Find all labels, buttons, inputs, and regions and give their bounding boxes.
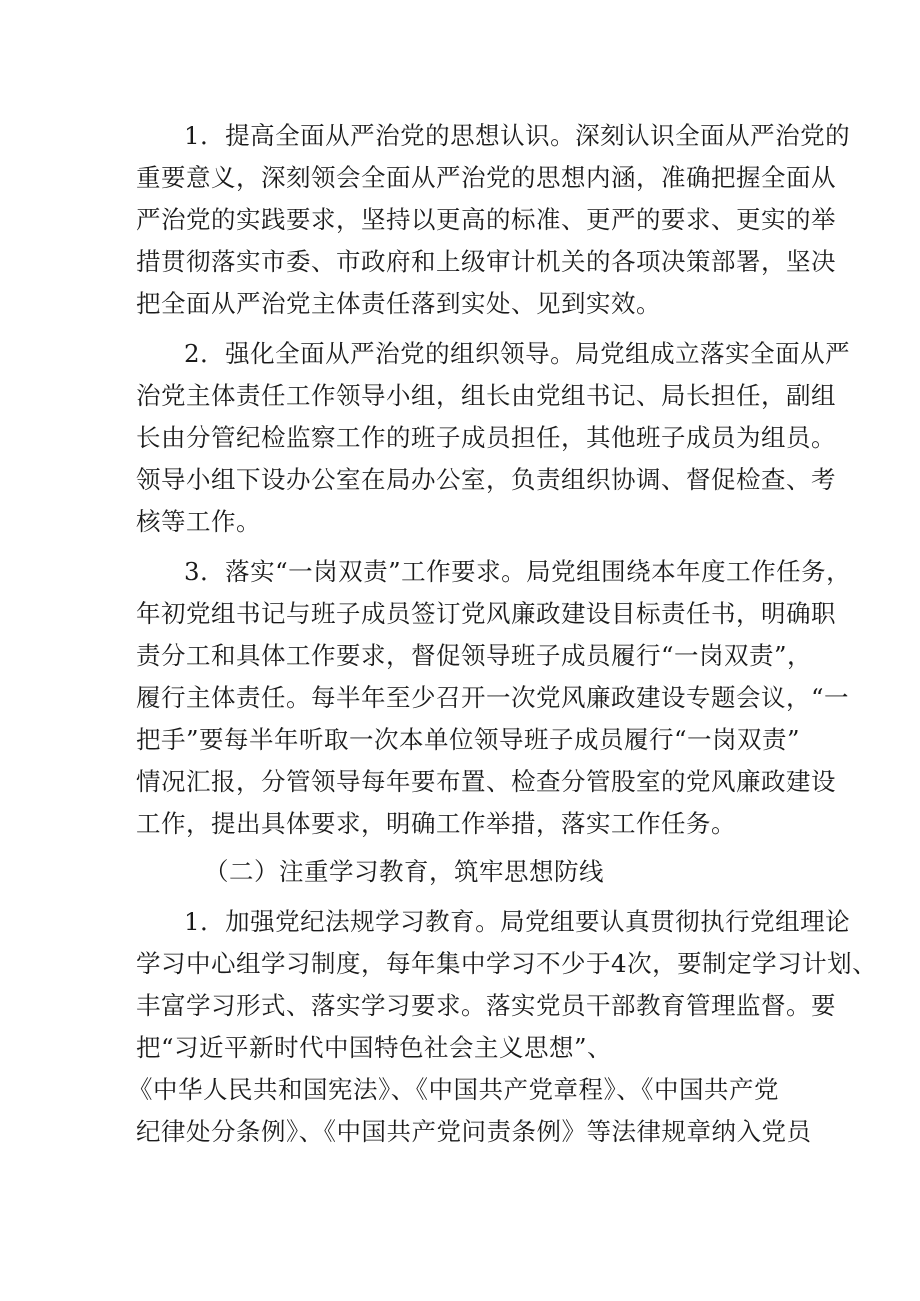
paragraph-2-line-5: 核等工作。 [136, 507, 261, 536]
paragraph-1-line-1: 1．提高全面从严治党的思想认识。深刻认识全面从严治党的 [184, 121, 851, 150]
paragraph-4-line-6: 纪律处分条例》、《中国共产党问责条例》等法律规章纳入党员 [136, 1117, 812, 1146]
paragraph-3-line-2: 年初党组书记与班子成员签订党风廉政建设目标责任书，明确职 [136, 599, 836, 628]
paragraph-1-line-4: 措贯彻落实市委、市政府和上级审计机关的各项决策部署，坚决 [136, 247, 836, 276]
paragraph-3-line-4: 履行主体责任。每半年至少召开一次党风廉政建设专题会议，“一 [136, 683, 850, 712]
paragraph-4-line-1: 1．加强党纪法规学习教育。局党组要认真贯彻执行党组理论 [184, 907, 851, 936]
paragraph-4-line-5: 《中华人民共和国宪法》、《中国共产党章程》、《中国共产党 [128, 1075, 779, 1104]
paragraph-2-line-3: 长由分管纪检监察工作的班子成员担任，其他班子成员为组员。 [136, 423, 836, 452]
paragraph-2-line-1: 2．强化全面从严治党的组织领导。局党组成立落实全面从严 [184, 339, 851, 368]
paragraph-3-line-7: 工作，提出具体要求，明确工作举措，落实工作任务。 [136, 809, 736, 838]
paragraph-3-line-3: 责分工和具体工作要求，督促领导班子成员履行“一岗双责”， [136, 641, 813, 670]
paragraph-1-line-3: 严治党的实践要求，坚持以更高的标准、更严的要求、更实的举 [136, 205, 836, 234]
paragraph-3-line-6: 情况汇报，分管领导每年要布置、检查分管股室的党风廉政建设 [136, 767, 836, 796]
paragraph-2-line-4: 领导小组下设办公室在局办公室，负责组织协调、督促检查、考 [136, 465, 836, 494]
paragraph-1-line-2: 重要意义，深刻领会全面从严治党的思想内涵，准确把握全面从 [136, 163, 836, 192]
paragraph-3-line-1: 3．落实“一岗双责”工作要求。局党组围绕本年度工作任务， [184, 557, 852, 586]
paragraph-3-line-5: 把手”要每半年听取一次本单位领导班子成员履行“一岗双责” [136, 725, 801, 754]
paragraph-4-line-4: 把“习近平新时代中国特色社会主义思想”、 [136, 1033, 613, 1062]
section-heading: （二）注重学习教育，筑牢思想防线 [204, 857, 604, 886]
paragraph-2-line-2: 治党主体责任工作领导小组，组长由党组书记、局长担任，副组 [136, 381, 836, 410]
paragraph-4-line-2: 学习中心组学习制度，每年集中学习不少于4次，要制定学习计划、 [136, 949, 878, 978]
paragraph-1-line-5: 把全面从严治党主体责任落到实处、见到实效。 [136, 289, 661, 318]
paragraph-4-line-3: 丰富学习形式、落实学习要求。落实党员干部教育管理监督。要 [136, 991, 836, 1020]
